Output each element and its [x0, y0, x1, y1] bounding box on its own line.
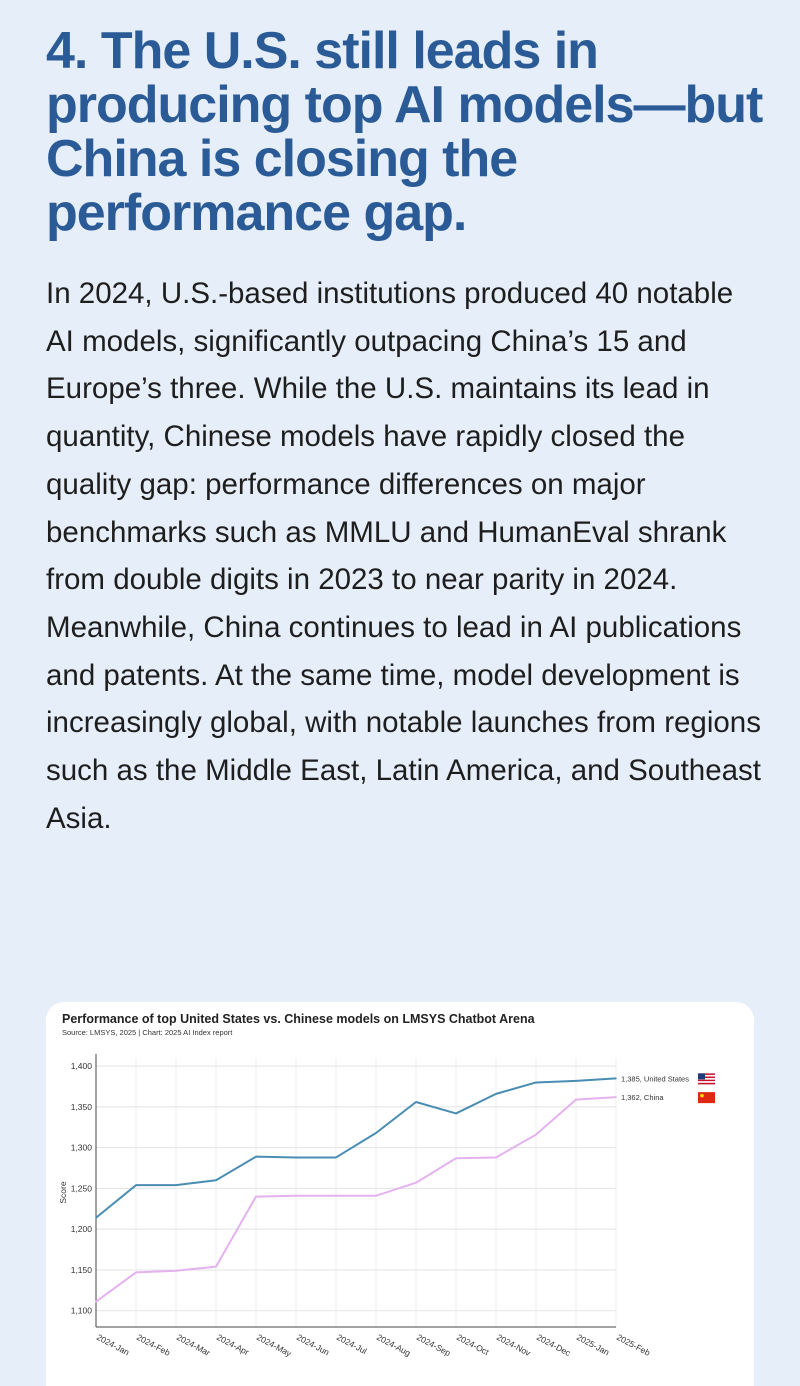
- data-point: [495, 1157, 497, 1159]
- y-tick-label: 1,350: [70, 1101, 92, 1112]
- data-point: [615, 1078, 617, 1080]
- x-tick-label: 2024-May: [255, 1331, 294, 1359]
- us-flag-icon: [698, 1073, 715, 1084]
- series-end-label: 1,385, United States: [621, 1074, 689, 1084]
- x-tick-label: 2024-Feb: [135, 1331, 172, 1358]
- data-point: [335, 1195, 337, 1197]
- x-tick-label: 2024-Mar: [175, 1331, 212, 1358]
- data-point: [175, 1184, 177, 1186]
- y-tick-label: 1,200: [70, 1224, 92, 1235]
- data-point: [375, 1195, 377, 1197]
- data-point: [535, 1082, 537, 1084]
- data-point: [575, 1099, 577, 1101]
- data-point: [375, 1132, 377, 1134]
- line-chart: [46, 1002, 754, 1386]
- data-point: [215, 1266, 217, 1268]
- data-point: [295, 1195, 297, 1197]
- chart-title: Performance of top United States vs. Chinese models on LMSYS Chatbot Arena: [62, 1012, 535, 1026]
- data-point: [615, 1096, 617, 1098]
- data-point: [535, 1134, 537, 1136]
- y-tick-label: 1,150: [70, 1264, 92, 1275]
- data-point: [495, 1093, 497, 1095]
- x-tick-label: 2024-Aug: [375, 1331, 413, 1359]
- headline: 4. The U.S. still leads in producing top AI models—but China is closing the performance gap.: [46, 22, 763, 242]
- y-tick-label: 1,300: [70, 1142, 92, 1153]
- x-tick-label: 2024-Sep: [415, 1331, 453, 1359]
- data-point: [255, 1156, 257, 1158]
- y-axis-label: Score: [58, 1181, 68, 1204]
- data-point: [415, 1101, 417, 1103]
- chart-source: Source: LMSYS, 2025 | Chart: 2025 AI Index report: [62, 1028, 233, 1037]
- data-point: [95, 1301, 97, 1303]
- x-tick-label: 2024-Nov: [495, 1331, 533, 1359]
- chart-card: [46, 1002, 754, 1386]
- data-point: [295, 1157, 297, 1159]
- data-point: [415, 1182, 417, 1184]
- data-point: [215, 1179, 217, 1181]
- series-line-china: [96, 1097, 616, 1302]
- x-tick-label: 2024-Jul: [335, 1331, 369, 1357]
- x-tick-label: 2024-Jan: [95, 1331, 132, 1358]
- y-tick-label: 1,100: [70, 1305, 92, 1316]
- data-point: [255, 1196, 257, 1198]
- x-tick-label: 2024-Jun: [295, 1331, 332, 1358]
- series-end-label: 1,362, China: [621, 1093, 664, 1103]
- data-point: [575, 1080, 577, 1082]
- china-flag-icon: [698, 1092, 715, 1103]
- x-tick-label: 2025-Jan: [575, 1331, 612, 1358]
- data-point: [455, 1113, 457, 1115]
- data-point: [135, 1272, 137, 1274]
- x-tick-label: 2025-Feb: [615, 1331, 652, 1358]
- data-point: [175, 1270, 177, 1272]
- data-point: [135, 1184, 137, 1186]
- data-point: [95, 1217, 97, 1219]
- x-tick-label: 2024-Dec: [535, 1331, 573, 1359]
- y-tick-label: 1,400: [70, 1061, 92, 1072]
- article-body: In 2024, U.S.-based institutions produced 40 notable AI models, significantly outpacing China’s 15 and Europe’s three. While the U.S. maintains its lead in quantity, Chinese models have rapidly closed the quality gap: performance differences on major benchmarks such as MMLU and HumanEval shrank from double digits in 2023 to near parity in 2024. Meanwhile, China continues to lead in AI publications and patents. At the same time, model development is increasingly global, with notable launches from regions such as the Middle East, Latin America, and Southeast Asia.: [46, 277, 761, 835]
- y-tick-label: 1,250: [70, 1183, 92, 1194]
- data-point: [335, 1157, 337, 1159]
- data-point: [455, 1157, 457, 1159]
- x-tick-label: 2024-Oct: [455, 1331, 491, 1358]
- x-tick-label: 2024-Apr: [215, 1331, 251, 1358]
